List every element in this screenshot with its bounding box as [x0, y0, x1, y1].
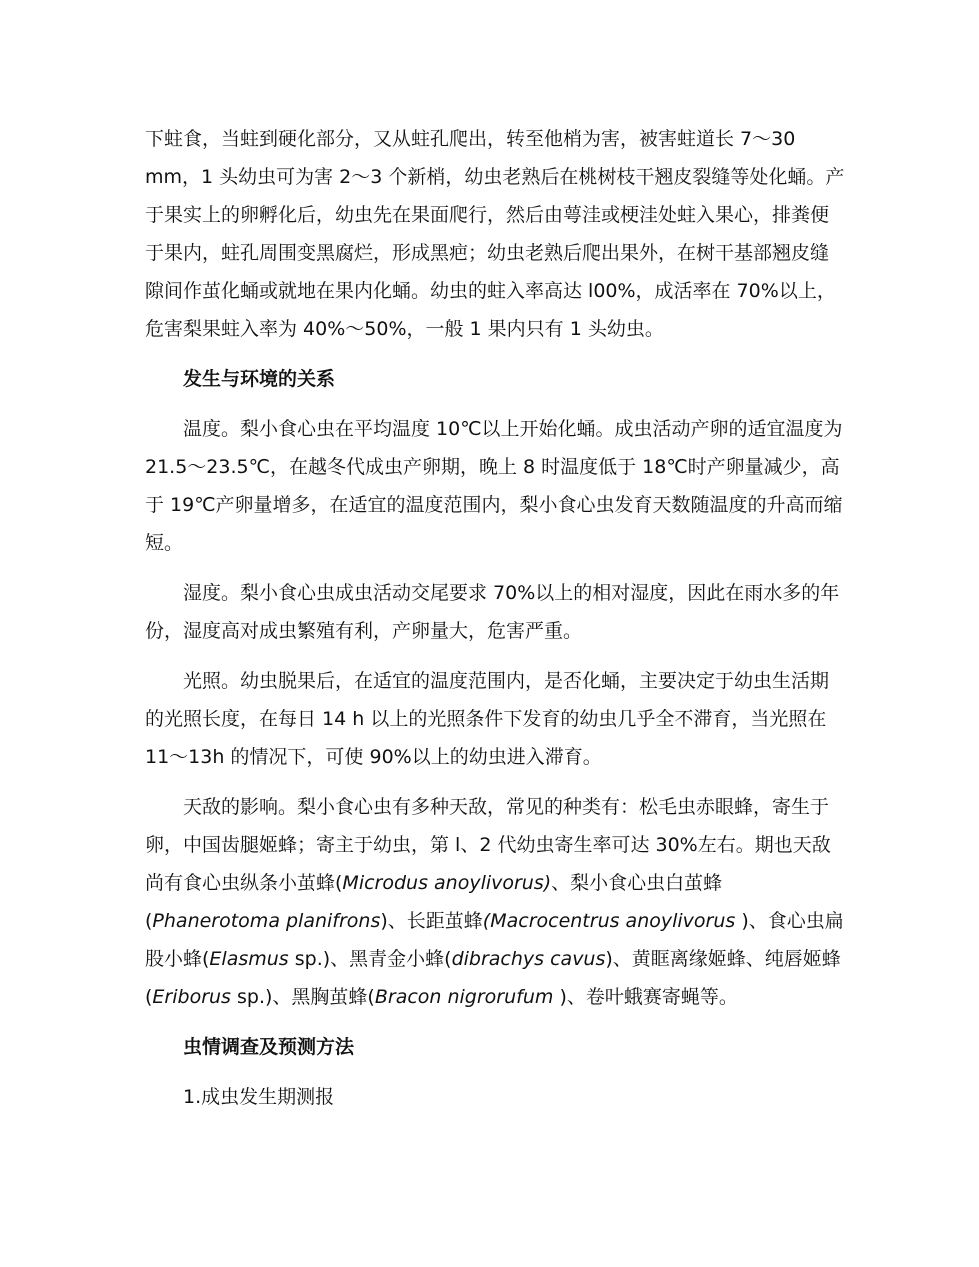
text-segment: )、黄眶离缘姬蜂、纯唇姬蜂(: [145, 948, 841, 1008]
text-segment: 天敌的影响。梨小食心虫有多种天敌，常见的种类有：松毛虫赤眼蜂，寄生于卵，中国齿腿姬蜂；寄主于幼虫，第 l、2 代幼虫寄生率可达 30%左右。期也天敌尚有食心虫纵条小茧蜂(: [145, 796, 831, 894]
heading-survey-methods: 虫情调查及预测方法: [183, 1036, 355, 1058]
paragraph-damage: 下蛀食，当蛀到硬化部分，又从蛀孔爬出，转至他梢为害，被害蛀道长 7～30 mm，1 头幼虫可为害 2～3 个新梢，幼虫老熟后在桃树枝干翘皮裂缝等处化蛹。产于果实上的卵孵化后，幼虫先在果面爬行，然后由萼洼或梗洼处蛀入果心，排粪便于果内，蛀孔周围变黑腐烂，形成黑疤；幼虫老熟后爬出果外，在树干基部翘皮缝隙间作茧化蛹或就地在果内化蛹。幼虫的蛀入率高达 l00%，成活率在 70%以上，危害梨果蛀入率为 40%～50%，一般 1 果内只有 1 头幼虫。: [145, 128, 845, 340]
paragraph-temperature: 温度。梨小食心虫在平均温度 10℃以上开始化蛹。成虫活动产卵的适宜温度为 21.5～23.5℃，在越冬代成虫产卵期，晚上 8 时温度低于 18℃时产卵量减少，高于 19℃产卵量增多，在适宜的温度范围内，梨小食心虫发育天数随温度的升高而缩短。: [145, 418, 843, 554]
text-segment: )、卷叶蛾赛寄蝇等。: [553, 986, 738, 1008]
species-name: dibrachys cavus: [451, 948, 606, 970]
species-name: Phanerotoma planifrons: [152, 910, 381, 932]
species-name: Bracon nigrorufum: [374, 986, 554, 1008]
document-page: [145, 120, 845, 1128]
text-segment: )、长距茧蜂: [380, 910, 483, 932]
species-name: Eriborus: [152, 986, 231, 1008]
paragraph-adult-forecast: 1.成虫发生期测报: [183, 1086, 335, 1108]
paragraph-humidity: 湿度。梨小食心虫成虫活动交尾要求 70%以上的相对湿度，因此在雨水多的年份，湿度高对成虫繁殖有利，产卵量大，危害严重。: [145, 582, 840, 642]
paragraph-natural-enemies: [145, 788, 845, 1016]
species-name: Elasmus: [209, 948, 289, 970]
paragraph-light: 光照。幼虫脱果后，在适宜的温度范围内，是否化蛹，主要决定于幼虫生活期的光照长度，在每日 14 h 以上的光照条件下发育的幼虫几乎全不滞育，当光照在 11～13h 的情况下，可使 90%以上的幼虫进入滞育。: [145, 670, 830, 768]
text-segment: )、食心虫扁股小蜂(: [145, 910, 844, 970]
text-segment: sp.)、黑青金小蜂(: [288, 948, 452, 970]
heading-environment: 发生与环境的关系: [183, 368, 336, 390]
species-name: (Macrocentrus anoylivorus: [482, 910, 736, 932]
text-segment: 、梨小食心虫白茧蜂(: [145, 872, 723, 932]
species-name: Microdus anoylivorus): [342, 872, 552, 894]
text-segment: sp.)、黑胸茧蜂(: [230, 986, 375, 1008]
